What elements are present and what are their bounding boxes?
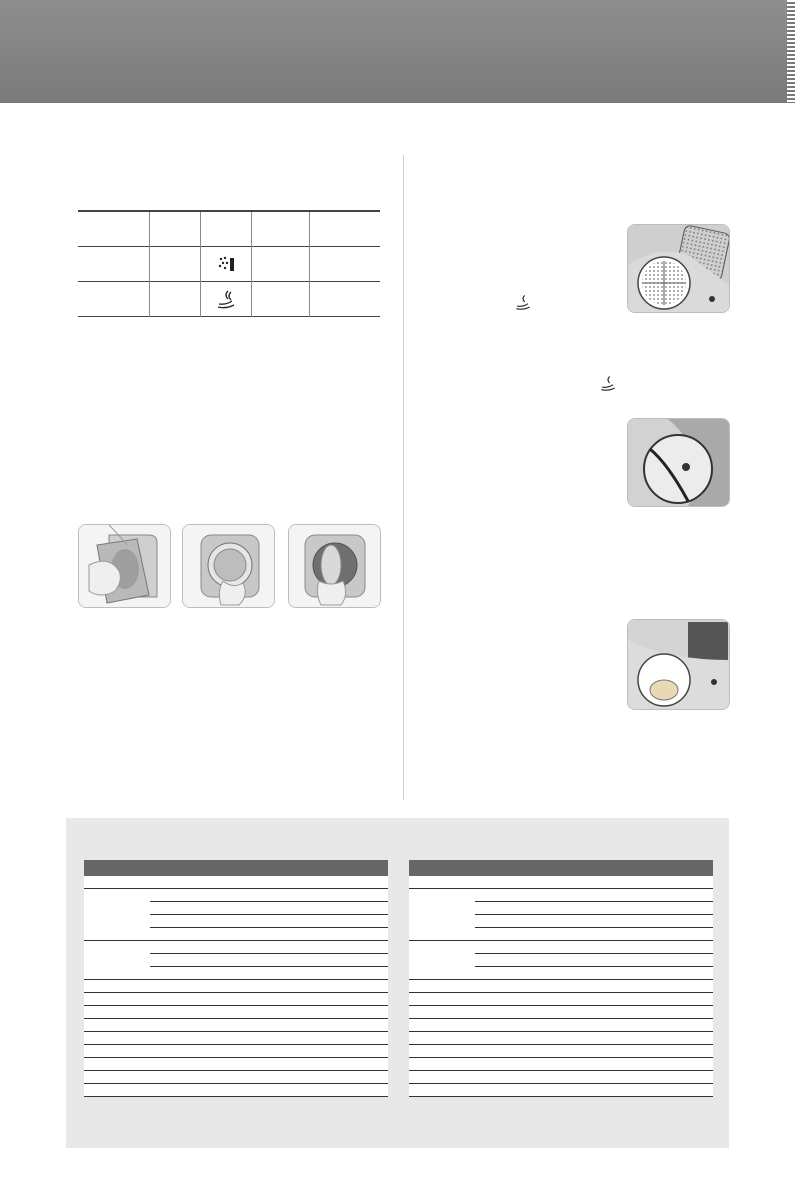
spec-cell: [254, 993, 314, 1006]
spec-cell: [579, 1058, 639, 1071]
spec-cell: [475, 954, 579, 967]
spec-row: [84, 889, 388, 902]
header-band: [0, 0, 795, 103]
spec-cell: [639, 1058, 713, 1071]
indicator-col-5: [310, 211, 380, 247]
spec-cell: [475, 889, 579, 902]
spec-cell: [254, 1032, 314, 1045]
spec-cell: [150, 954, 254, 967]
spec-cell: [150, 967, 254, 980]
spec-cell: [639, 915, 713, 928]
spec-header-cell: [409, 860, 475, 876]
spec-note-row: [84, 1084, 388, 1097]
spec-header-cell: [579, 860, 639, 876]
spec-cell-group: [409, 993, 475, 1006]
spec-row: [409, 1019, 713, 1032]
spec-cell: [150, 1006, 254, 1019]
spec-cell: [639, 993, 713, 1006]
spec-cell: [314, 1006, 388, 1019]
spec-cell-group: [84, 1019, 150, 1032]
spec-cell-group: [84, 1071, 150, 1084]
spec-table-left: [84, 860, 388, 1097]
spec-row: [84, 1006, 388, 1019]
spec-cell: [579, 967, 639, 980]
indicator-cell: [150, 247, 201, 282]
indicator-cell: [251, 282, 310, 317]
indicator-cell: [150, 282, 201, 317]
spec-cell: [314, 1032, 388, 1045]
spec-cell: [254, 1071, 314, 1084]
indicator-col-1: [78, 211, 150, 247]
spec-cell: [475, 902, 579, 915]
spec-cell: [254, 941, 314, 954]
spec-cell: [475, 1045, 579, 1058]
spec-cell: [639, 1032, 713, 1045]
steam-icon: [598, 373, 618, 393]
spec-header-cell: [639, 860, 713, 876]
spec-row: [409, 941, 713, 954]
spec-row: [409, 876, 713, 889]
spec-cell: [150, 889, 254, 902]
spec-cell: [314, 889, 388, 902]
spec-cell: [314, 928, 388, 941]
spec-cell: [150, 1032, 254, 1045]
spec-cell: [579, 993, 639, 1006]
spec-note-cell: [409, 1084, 713, 1097]
figure-remove-front-cover: [78, 524, 171, 608]
spec-cell: [314, 954, 388, 967]
spec-note-cell: [84, 1084, 388, 1097]
spec-cell: [639, 1019, 713, 1032]
indicator-table: [78, 210, 380, 317]
spec-cell: [314, 876, 388, 889]
spec-row: [84, 980, 388, 993]
spec-cell: [639, 980, 713, 993]
spec-cell: [314, 1019, 388, 1032]
spec-cell: [475, 1058, 579, 1071]
spec-cell: [254, 928, 314, 941]
spec-cell-group: [84, 993, 150, 1006]
spec-cell: [579, 915, 639, 928]
indicator-row: [78, 247, 380, 282]
figure-drum-edge-closeup: [627, 418, 730, 507]
spec-cell: [150, 902, 254, 915]
spec-cell: [254, 876, 314, 889]
spray-indicator-icon: [201, 247, 252, 282]
spec-cell: [254, 1045, 314, 1058]
spec-cell: [314, 941, 388, 954]
spec-row: [409, 993, 713, 1006]
spec-cell: [254, 967, 314, 980]
spec-cell: [150, 980, 254, 993]
spec-cell: [314, 915, 388, 928]
spec-cell: [254, 1058, 314, 1071]
spec-row: [84, 876, 388, 889]
spec-row: [409, 980, 713, 993]
spec-cell: [150, 876, 254, 889]
figure-remove-filter: [288, 524, 381, 608]
spec-cell: [579, 1006, 639, 1019]
steam-indicator-icon: [201, 282, 252, 317]
spec-cell: [639, 1071, 713, 1084]
indicator-row: [78, 282, 380, 317]
spec-cell-group: [409, 1019, 475, 1032]
spec-cell: [579, 1045, 639, 1058]
spec-cell-group: [409, 980, 475, 993]
spec-header-cell: [254, 860, 314, 876]
spec-row: [409, 1032, 713, 1045]
spec-row: [84, 1071, 388, 1084]
spec-cell: [579, 889, 639, 902]
spec-cell: [150, 1045, 254, 1058]
spec-row: [409, 889, 713, 902]
spec-cell-group: [84, 1032, 150, 1045]
spec-cell: [254, 902, 314, 915]
header-edge-marks: [787, 0, 795, 103]
spec-header-cell: [84, 860, 150, 876]
spec-cell: [579, 1032, 639, 1045]
indicator-col-4: [251, 211, 310, 247]
spec-cell: [254, 889, 314, 902]
indicator-col-2: [150, 211, 201, 247]
spec-cell-group: [84, 1058, 150, 1071]
figure-filter-mesh-closeup: [627, 224, 730, 313]
spec-cell: [579, 954, 639, 967]
indicator-table-header: [78, 211, 380, 247]
spec-cell: [475, 876, 579, 889]
spec-cell: [639, 967, 713, 980]
spec-header-cell: [314, 860, 388, 876]
steam-icon: [513, 292, 533, 312]
indicator-cell: [78, 282, 150, 317]
spec-cell: [475, 967, 579, 980]
spec-cell: [579, 876, 639, 889]
spec-cell: [639, 941, 713, 954]
spec-row: [84, 1032, 388, 1045]
spec-cell: [314, 967, 388, 980]
spec-cell: [254, 954, 314, 967]
spec-header-cell: [475, 860, 579, 876]
spec-table-right: [409, 860, 713, 1097]
spec-cell: [475, 1019, 579, 1032]
spec-row: [84, 1019, 388, 1032]
spec-cell: [254, 1006, 314, 1019]
spec-cell-group: [409, 876, 475, 889]
spec-cell: [150, 915, 254, 928]
indicator-cell: [78, 247, 150, 282]
spec-cell: [475, 980, 579, 993]
spec-row: [409, 1045, 713, 1058]
indicator-col-3: [201, 211, 252, 247]
spec-cell-group: [84, 1045, 150, 1058]
spec-cell-group: [409, 1058, 475, 1071]
spec-cell: [639, 902, 713, 915]
spec-cell: [475, 993, 579, 1006]
spec-cell: [579, 902, 639, 915]
spec-row: [409, 1071, 713, 1084]
spec-row: [409, 1058, 713, 1071]
spec-cell: [475, 1071, 579, 1084]
indicator-cell: [251, 247, 310, 282]
indicator-cell: [310, 282, 380, 317]
spec-cell: [579, 980, 639, 993]
spec-table-header: [409, 860, 713, 876]
spec-cell: [475, 1032, 579, 1045]
spec-cell: [314, 1045, 388, 1058]
spec-row: [84, 941, 388, 954]
spec-cell: [639, 954, 713, 967]
spec-cell: [150, 1071, 254, 1084]
spec-note-row: [409, 1084, 713, 1097]
column-divider: [403, 155, 404, 800]
spec-table-header: [84, 860, 388, 876]
spec-cell: [579, 941, 639, 954]
spec-cell: [475, 915, 579, 928]
spec-cell: [579, 928, 639, 941]
spec-cell: [314, 902, 388, 915]
spec-cell: [254, 1019, 314, 1032]
spec-cell-group: [84, 1006, 150, 1019]
spec-cell: [475, 928, 579, 941]
indicator-cell: [310, 247, 380, 282]
spec-cell: [254, 980, 314, 993]
figure-pull-filter-ring: [182, 524, 275, 608]
spec-cell-group: [409, 889, 475, 941]
spec-cell-group: [409, 1006, 475, 1019]
spec-row: [84, 1058, 388, 1071]
spec-cell-group: [84, 889, 150, 941]
spec-cell-group: [84, 876, 150, 889]
spec-cell: [314, 980, 388, 993]
spec-cell: [475, 941, 579, 954]
spec-cell: [639, 1006, 713, 1019]
spec-cell-group: [409, 941, 475, 980]
spec-cell: [314, 993, 388, 1006]
spec-row: [84, 993, 388, 1006]
spec-cell: [639, 889, 713, 902]
spec-cell: [639, 928, 713, 941]
spec-cell: [150, 941, 254, 954]
spec-row: [84, 1045, 388, 1058]
spec-cell: [314, 1071, 388, 1084]
spec-cell-group: [84, 941, 150, 980]
spec-row: [409, 1006, 713, 1019]
spec-cell: [254, 915, 314, 928]
spec-cell: [639, 876, 713, 889]
spec-cell: [150, 993, 254, 1006]
spec-cell: [579, 1071, 639, 1084]
spec-cell: [314, 1058, 388, 1071]
spec-cell-group: [409, 1071, 475, 1084]
spec-cell: [579, 1019, 639, 1032]
spec-cell-group: [409, 1032, 475, 1045]
spec-cell: [150, 1058, 254, 1071]
spec-header-cell: [150, 860, 254, 876]
spec-cell: [639, 1045, 713, 1058]
spec-cell: [475, 1006, 579, 1019]
figure-sensor-closeup: [627, 619, 730, 710]
spec-cell: [150, 928, 254, 941]
spec-cell-group: [84, 980, 150, 993]
spec-cell-group: [409, 1045, 475, 1058]
spec-cell: [150, 1019, 254, 1032]
